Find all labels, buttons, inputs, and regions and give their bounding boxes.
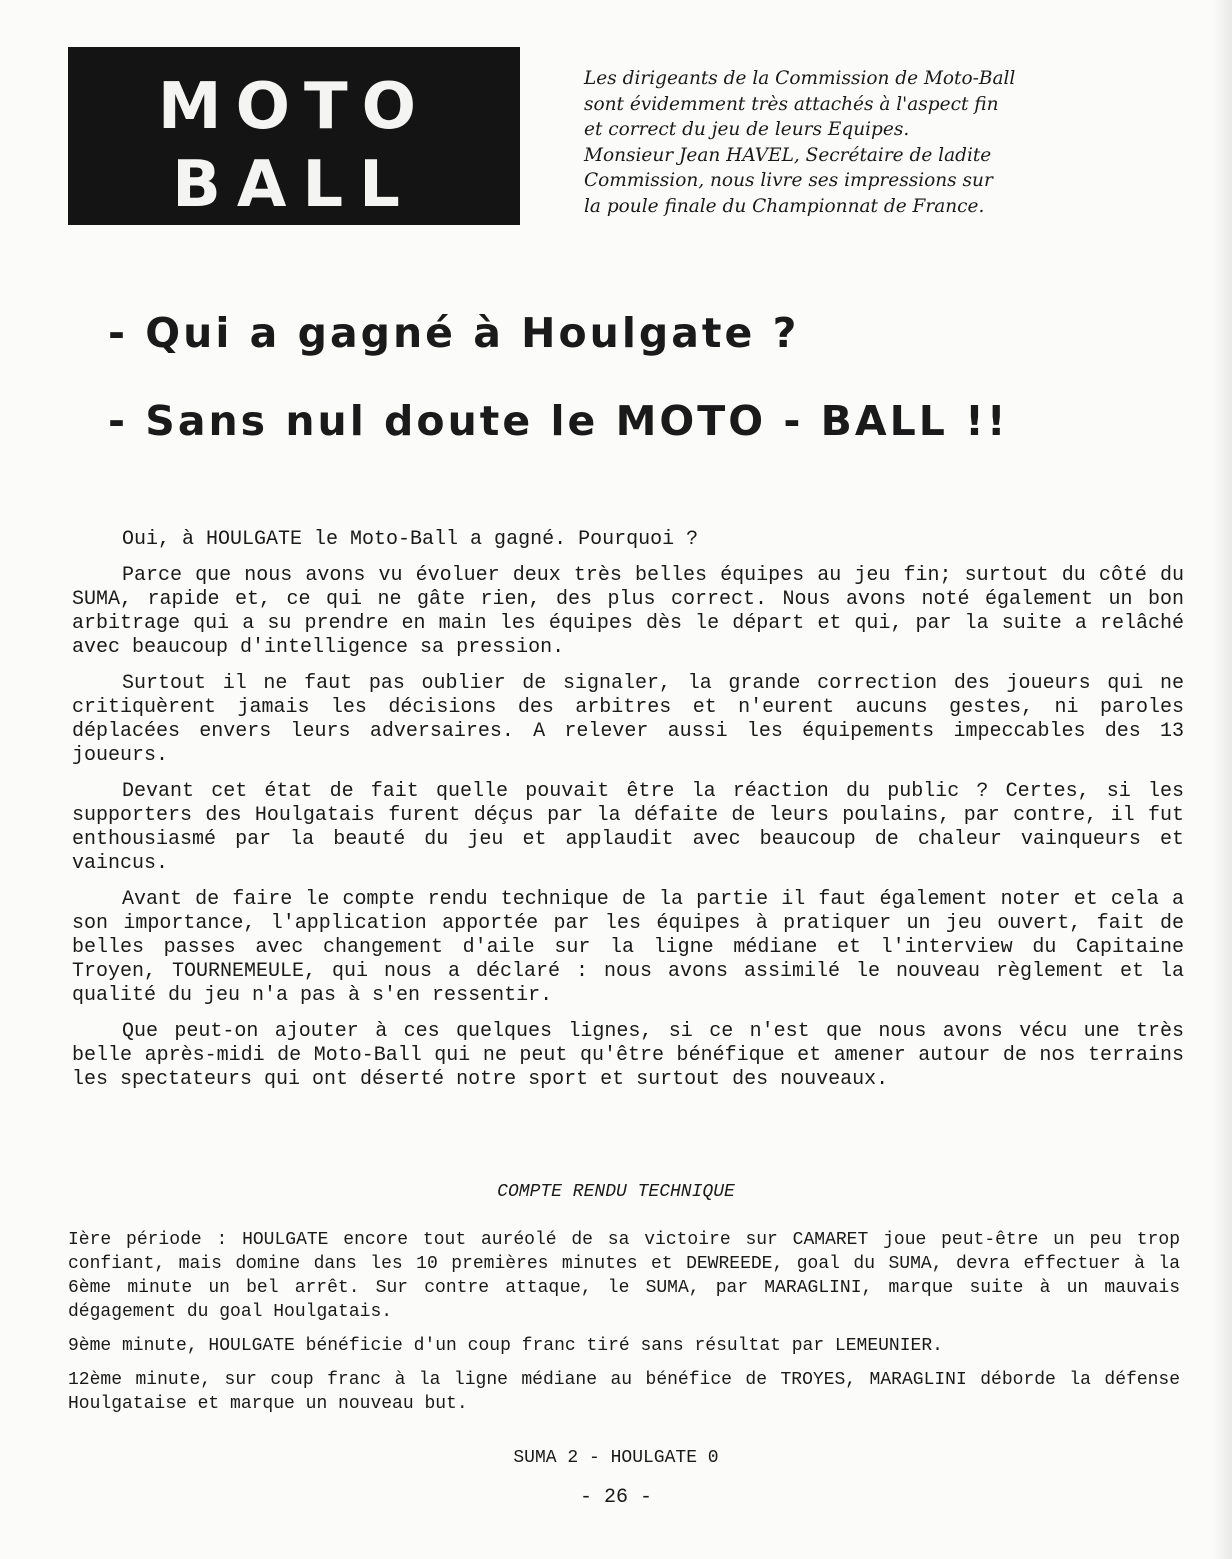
- article-paragraph: Surtout il ne faut pas oublier de signaler, la grande correction des joueurs qui ne critiquèrent jamais les décisions des arbitres et n'eurent aucuns gestes, ni paroles déplacées envers leurs adversaires. A relever aussi les équipements impeccables des 13 joueurs.: [72, 672, 1184, 767]
- intro-line: la poule finale du Championnat de France.: [584, 195, 985, 217]
- page-number: - 26 -: [579, 1486, 652, 1509]
- technical-paragraph: Ière période : HOULGATE encore tout auréolé de sa victoire sur CAMARET joue peut-être un peu trop confiant, mais domine dans les 10 premières minutes et DEWREEDE, goal du SUMA, devra effectuer à la 6ème minute un bel arrêt. Sur contre attaque, le SUMA, par MARAGLINI, marque suite à un mauvais dégagement du goal Houlgatais.: [68, 1230, 1180, 1322]
- page-edge-shadow: [1212, 0, 1232, 1559]
- technical-paragraph: 9ème minute, HOULGATE bénéficie d'un coup franc tiré sans résultat par LEMEUNIER.: [68, 1336, 943, 1356]
- article-paragraph: Parce que nous avons vu évoluer deux très belles équipes au jeu fin; surtout du côté du SUMA, rapide et, ce qui ne gâte rien, des plus correct. Nous avons noté également un bon arbitrage qui a su prendre en main les équipes dès le départ et qui, par la suite a relâché avec beaucoup d'intelligence sa pression.: [72, 564, 1184, 659]
- intro-line: Les dirigeants de la Commission de Moto-Ball: [584, 68, 1016, 89]
- intro-line: sont évidemment très attachés à l'aspect fin: [584, 93, 999, 115]
- intro-line: et correct du jeu de leurs Equipes.: [584, 119, 910, 140]
- article-paragraph: Que peut-on ajouter à ces quelques lignes, si ce n'est que nous avons vécu une très belle après-midi de Moto-Ball qui ne peut qu'être bénéfique et amener autour de nos terrains les spectateurs qui ont déserté notre sport et surtout des nouveaux.: [72, 1020, 1184, 1091]
- article-paragraph: Avant de faire le compte rendu technique de la partie il faut également noter et cela a son importance, l'application apportée par les équipes à pratiquer un jeu ouvert, fait de belles passes avec changement d'aile sur la ligne médiane et l'interview du Capitaine Troyen, TOURNEMEULE, qui nous a déclaré : nous avons assimilé le nouveau règlement et la qualité du jeu n'a pas à s'en ressentir.: [72, 888, 1184, 1007]
- headline-answer: - Sans nul doute le MOTO - BALL !!: [108, 397, 1009, 445]
- article-paragraph: Oui, à HOULGATE le Moto-Ball a gagné. Pourquoi ?: [122, 528, 699, 551]
- article-body: [72, 528, 1184, 1104]
- intro-line: Monsieur Jean HAVEL, Secrétaire de ladite: [584, 144, 992, 166]
- logo-line-moto: MOTO: [157, 70, 431, 144]
- article-paragraph: Devant cet état de fait quelle pouvait être la réaction du public ? Certes, si les supporters des Houlgatais furent déçus par la défaite de leurs poulains, par contre, il fut enthousiasmé par la beauté du jeu et applaudit avec beaucoup de chaleur vainqueurs et vaincus.: [72, 780, 1184, 875]
- score-line: SUMA 2 - HOULGATE 0: [513, 1448, 719, 1468]
- intro-text: [584, 66, 1150, 219]
- technical-report-body: [68, 1228, 1180, 1426]
- headline-question: - Qui a gagné à Houlgate ?: [108, 309, 800, 357]
- technical-paragraph: 12ème minute, sur coup franc à la ligne médiane au bénéfice de TROYES, MARAGLINI déborde la défense Houlgataise et marque un nouveau but.: [68, 1370, 1180, 1414]
- technical-report-title: COMPTE RENDU TECHNIQUE: [497, 1182, 735, 1202]
- intro-line: Commission, nous livre ses impressions sur: [584, 170, 993, 191]
- moto-ball-logo: [68, 47, 520, 225]
- logo-line-ball: BALL: [172, 148, 416, 222]
